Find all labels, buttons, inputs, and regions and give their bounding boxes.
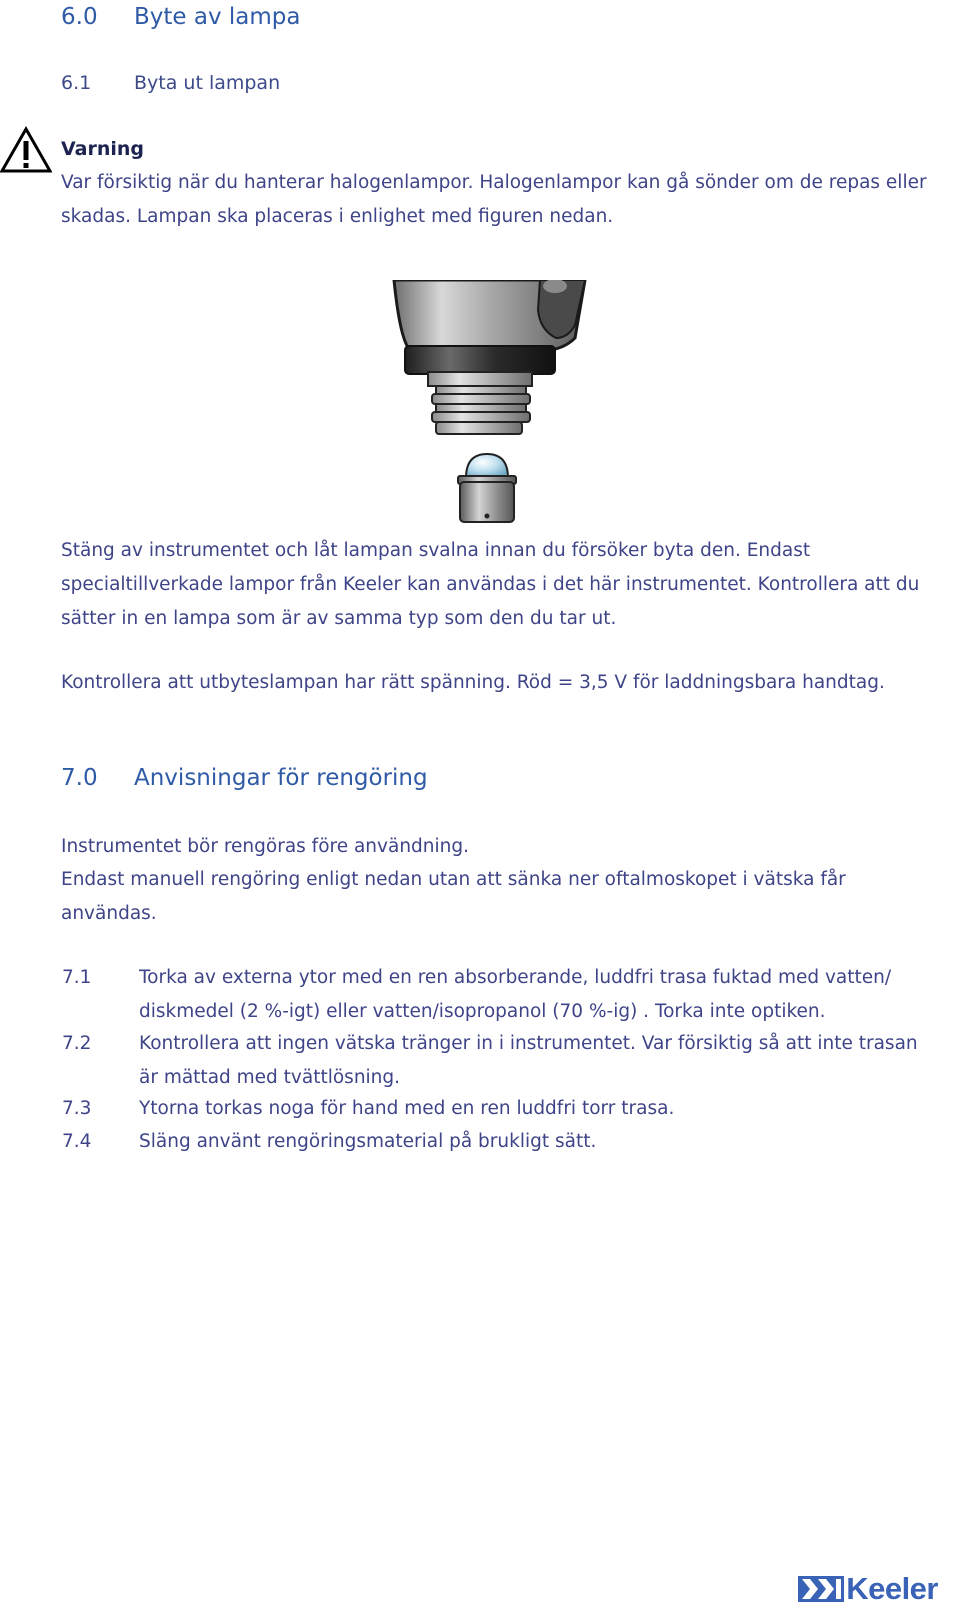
list-item-text: Ytorna torkas noga för hand med en ren luddfri torr trasa. xyxy=(139,1098,675,1119)
list-item-number: 7.3 xyxy=(62,1098,92,1119)
warning-title: Varning xyxy=(61,138,145,160)
list-item-number: 7.1 xyxy=(62,967,92,988)
keeler-logo xyxy=(798,1572,938,1606)
section-6-1-title: Byta ut lampan xyxy=(134,72,281,94)
section-6-title: Byte av lampa xyxy=(134,4,301,30)
section-7-number: 7.0 xyxy=(61,765,98,791)
warning-triangle-icon xyxy=(0,126,52,174)
paragraph-voltage: Kontrollera att utbyteslampan har rätt spänning. Röd = 3,5 V för laddningsbara handtag. xyxy=(61,672,885,693)
list-item-text: Släng använt rengöringsmaterial på brukligt sätt. xyxy=(139,1131,597,1152)
list-item-text: Torka av externa ytor med en ren absorberande, luddfri trasa fuktad med vatten/ diskmedel (2 %-igt) eller vatten/isopropanol (70 %-ig) . Torka inte optiken. xyxy=(139,967,892,1022)
paragraph-lamp-instructions: Stäng av instrumentet och låt lampan svalna innan du försöker byta den. Endast specialtillverkade lampor från Keeler kan användas i det här instrumentet. Kontrollera att du sätter in en lampa som är av samma typ som den du tar ut. xyxy=(61,540,920,629)
section-7-intro-2: Endast manuell rengöring enligt nedan utan att sänka ner oftalmoskopet i vätska får användas. xyxy=(61,869,846,924)
section-7-intro-1: Instrumentet bör rengöras före användning. xyxy=(61,836,470,857)
list-item-number: 7.4 xyxy=(62,1131,92,1152)
section-7-title: Anvisningar för rengöring xyxy=(134,765,428,791)
list-item-number: 7.2 xyxy=(62,1033,92,1054)
section-6-1-number: 6.1 xyxy=(61,72,92,94)
warning-text: Var försiktig när du hanterar halogenlampor. Halogenlampor kan gå sönder om de repas eller skadas. Lampan ska placeras i enlighet med figuren nedan. xyxy=(61,172,927,227)
keeler-logo-mark-icon xyxy=(798,1576,844,1602)
section-6-number: 6.0 xyxy=(61,4,98,30)
keeler-logo-text: Keeler xyxy=(846,1571,938,1606)
lamp-socket-illustration xyxy=(390,280,590,528)
list-item-text: Kontrollera att ingen vätska tränger in i instrumentet. Var försiktig så att inte trasan är mättad med tvättlösning. xyxy=(139,1033,918,1088)
